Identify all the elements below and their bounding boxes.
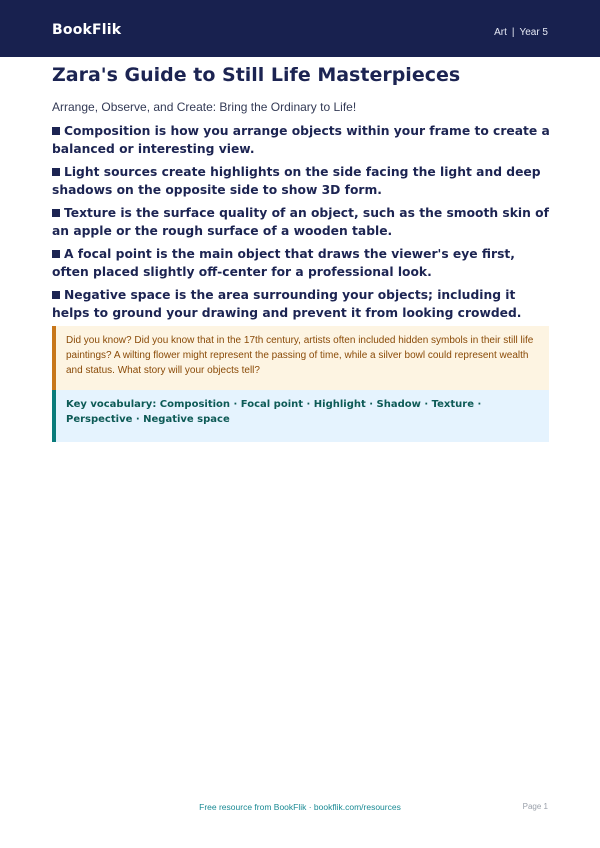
square-bullet-icon [52, 127, 60, 135]
key-point-text: Composition is how you arrange objects within your frame to create a balanced or interesting view. [52, 124, 550, 156]
square-bullet-icon [52, 291, 60, 299]
key-point-item [52, 286, 552, 322]
subject-label: Art [494, 27, 507, 38]
key-point-text: Texture is the surface quality of an object, such as the smooth skin of an apple or the rough surface of a wooden table. [52, 206, 549, 238]
page-number: Page 1 [522, 802, 548, 811]
top-header-bar [0, 0, 600, 57]
key-point-text: Negative space is the area surrounding your objects; including it helps to ground your drawing and prevent it from looking crowded. [52, 288, 522, 320]
page-title: Zara's Guide to Still Life Masterpieces [52, 64, 461, 86]
meta-separator: | [511, 27, 515, 38]
page-subtitle: Arrange, Observe, and Create: Bring the Ordinary to Life! [52, 100, 357, 114]
key-vocabulary-box: Key vocabulary: Composition · Focal point · Highlight · Shadow · Texture · Perspective · Negative space [52, 390, 549, 442]
key-point-text: A focal point is the main object that draws the viewer's eye first, often placed slightly off-center for a professional look. [52, 247, 515, 279]
key-point-text: Light sources create highlights on the side facing the light and deep shadows on the opposite side to show 3D form. [52, 165, 541, 197]
key-points-list [52, 122, 552, 327]
square-bullet-icon [52, 168, 60, 176]
brand-logo-text[interactable]: BookFlik [52, 22, 122, 38]
key-point-item [52, 122, 552, 158]
did-you-know-callout: Did you know? Did you know that in the 17th century, artists often included hidden symbols in their still life paintings? A wilting flower might represent the passing of time, while a silver bowl could represent wealth and status. What story will your objects tell? [52, 326, 549, 390]
subject-level-label [494, 27, 548, 38]
key-point-item [52, 245, 552, 281]
key-point-item [52, 204, 552, 240]
footer-resource-link[interactable]: Free resource from BookFlik · bookflik.com/resources [199, 802, 401, 812]
square-bullet-icon [52, 250, 60, 258]
key-point-item [52, 163, 552, 199]
square-bullet-icon [52, 209, 60, 217]
level-label: Year 5 [519, 27, 548, 38]
